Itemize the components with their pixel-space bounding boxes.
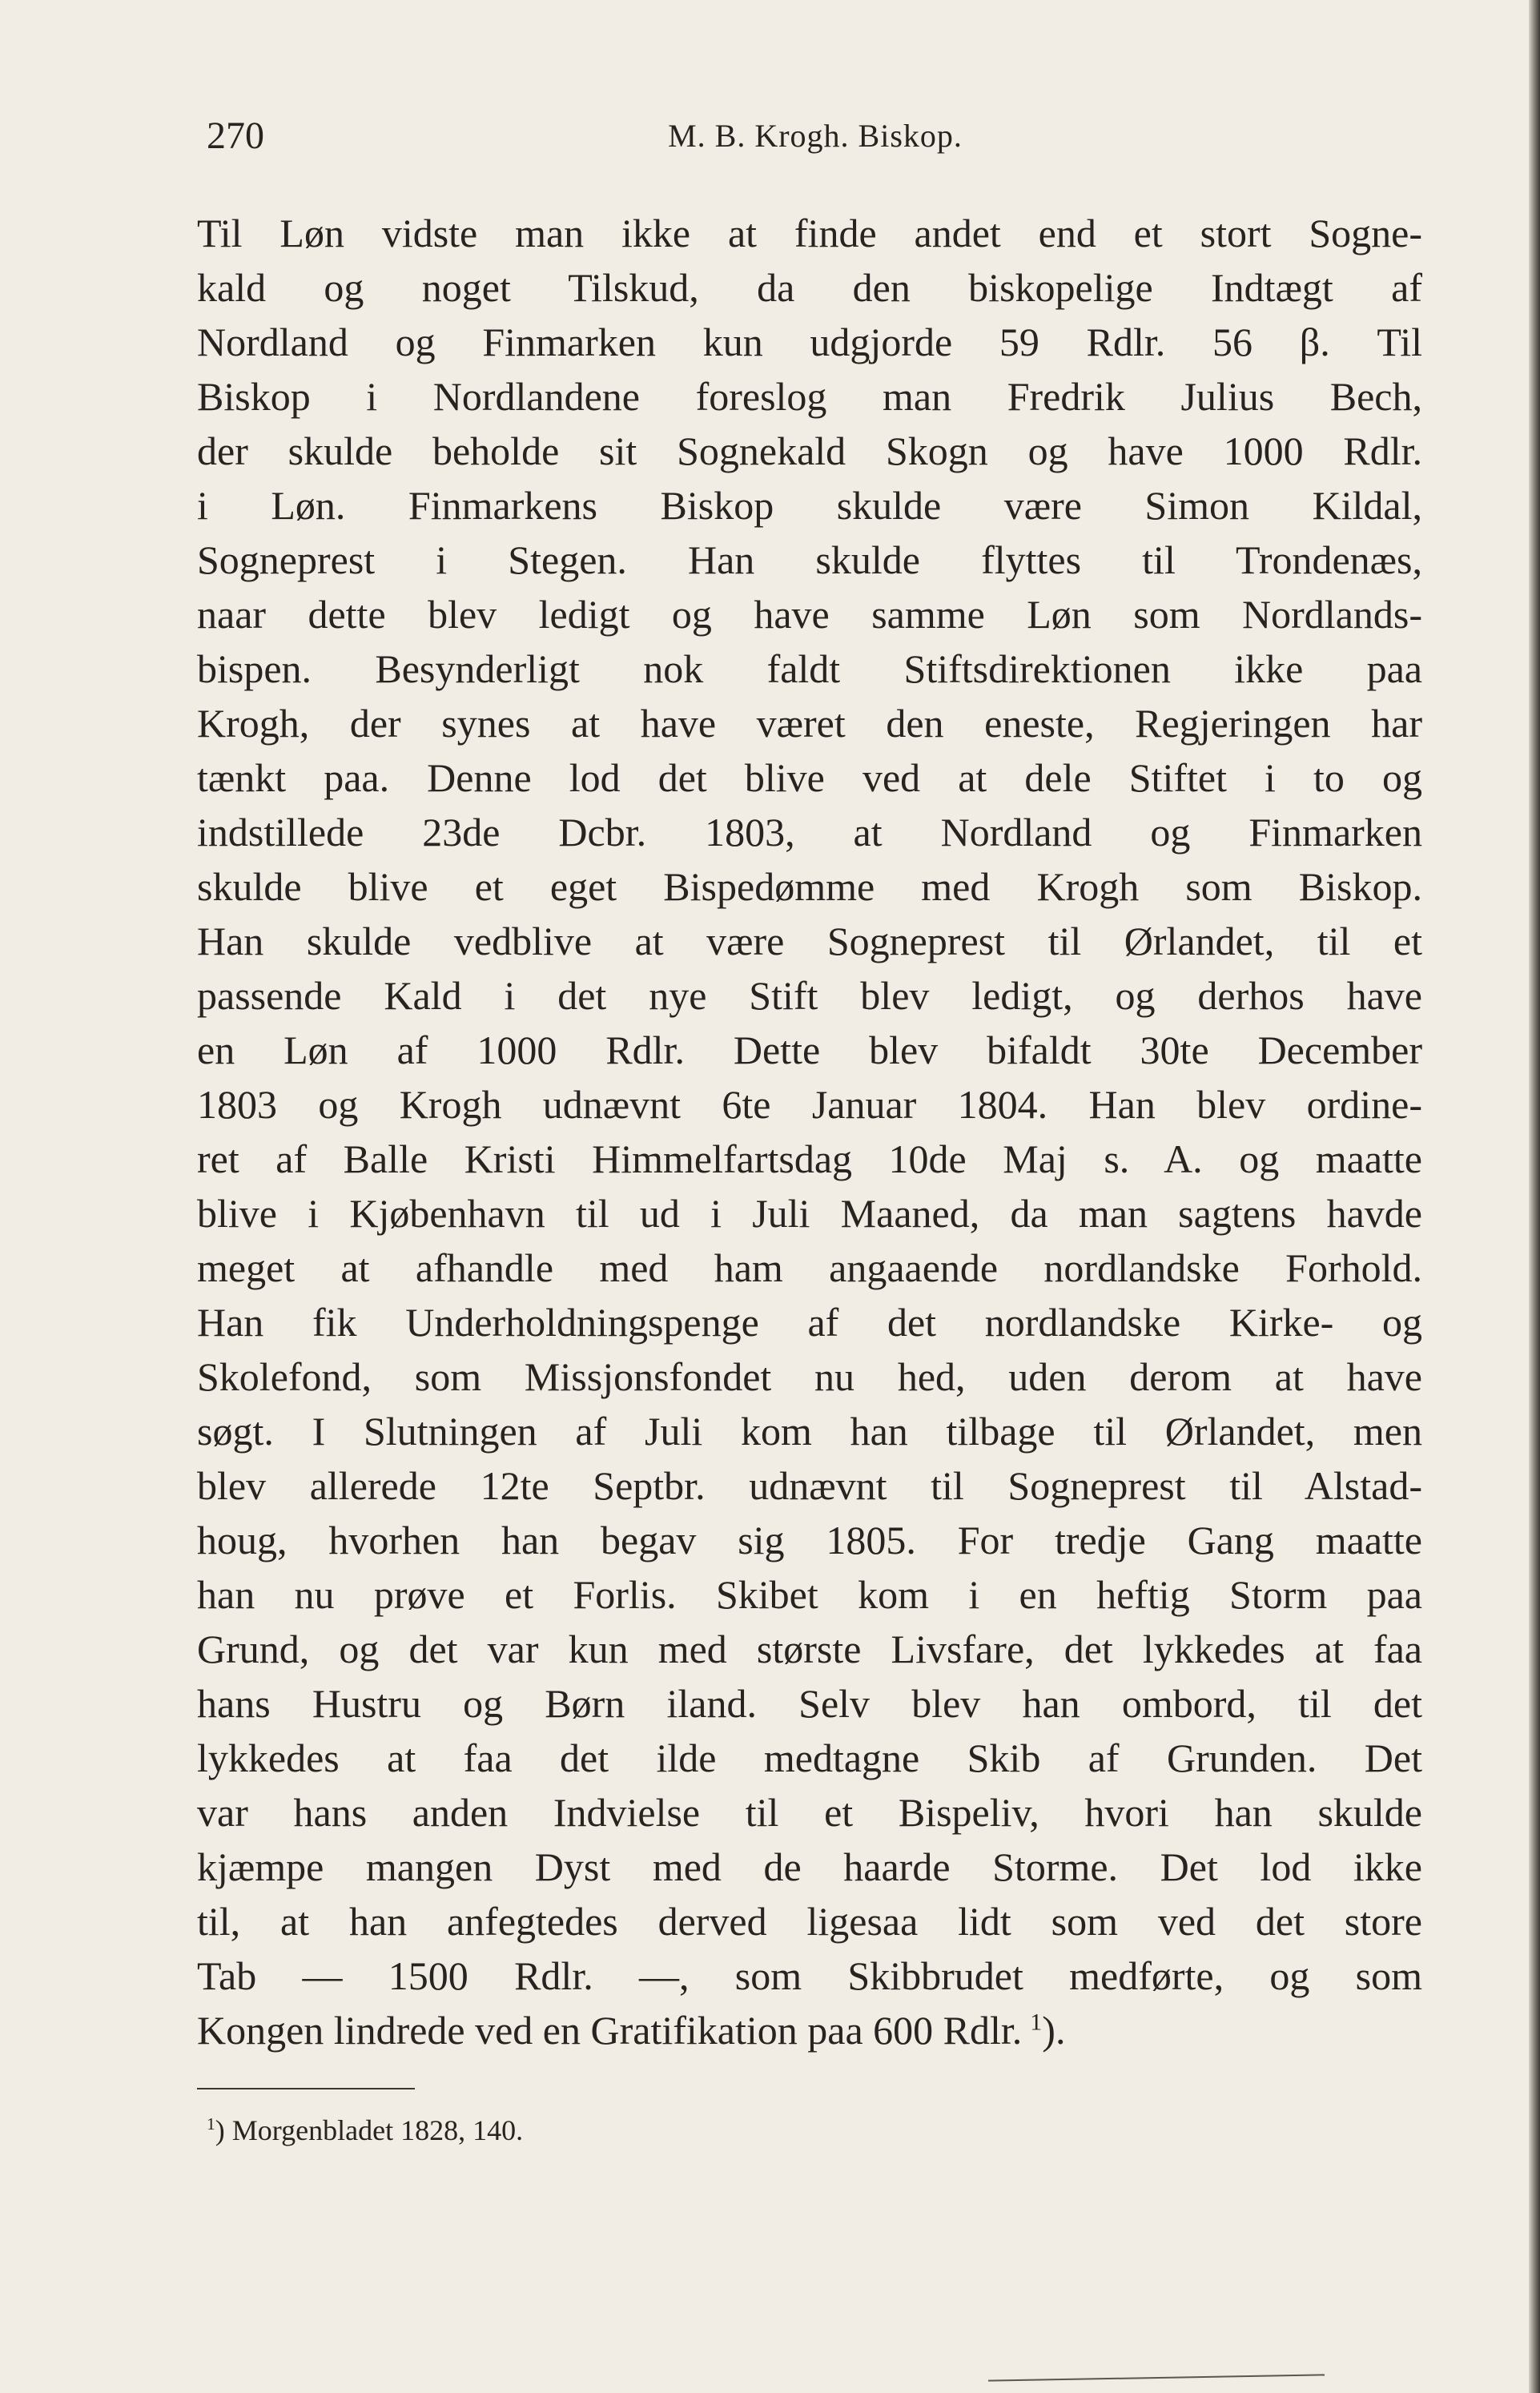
body-line: meget at afhandle med ham angaaende nordlandske Forhold. (197, 1245, 1422, 1290)
body-line: blive i Kjøbenhavn til ud i Juli Maaned, da man sagtens havde (197, 1191, 1422, 1236)
last-line-closing: ). (1042, 2008, 1066, 2053)
body-text (197, 206, 1422, 2057)
body-line: Krogh, der synes at have været den eneste, Regjeringen har (197, 701, 1422, 746)
body-line: skulde blive et eget Bispedømme med Krogh som Biskop. (197, 864, 1422, 909)
body-line: kjæmpe mangen Dyst med de haarde Storme. Det lod ikke (197, 1844, 1422, 1889)
body-line: der skulde beholde sit Sognekald Skogn og have 1000 Rdlr. (197, 428, 1422, 473)
body-line: Skolefond, som Missjonsfondet nu hed, uden derom at have (197, 1354, 1422, 1399)
body-line: Nordland og Finmarken kun udgjorde 59 Rdlr. 56 β. Til (197, 320, 1422, 364)
footnote-rule (197, 2088, 415, 2089)
last-line-text: Kongen lindrede ved en Gratifikation paa 600 Rdlr. (197, 2008, 1023, 2053)
body-line: houg, hvorhen han begav sig 1805. For tredje Gang maatte (197, 1518, 1422, 1562)
body-line: Biskop i Nordlandene foreslog man Fredrik Julius Bech, (197, 374, 1422, 419)
footnote-text: Morgenbladet 1828, 140. (224, 2114, 524, 2146)
body-line: han nu prøve et Forlis. Skibet kom i en heftig Storm paa (197, 1572, 1422, 1617)
body-line: var hans anden Indvielse til et Bispeliv, hvori han skulde (197, 1790, 1422, 1835)
body-line: til, at han anfegtedes derved ligesaa lidt som ved det store (197, 1899, 1422, 1944)
body-line: indstillede 23de Dcbr. 1803, at Nordland og Finmarken (197, 810, 1422, 855)
stray-pencil-mark (988, 2374, 1325, 2381)
footnote (207, 2110, 523, 2150)
body-line: søgt. I Slutningen af Juli kom han tilbage til Ørlandet, men (197, 1409, 1422, 1454)
page-edge-shadow (1529, 0, 1540, 2393)
footnote-marker-close: ) (215, 2114, 225, 2146)
body-line: tænkt paa. Denne lod det blive ved at dele Stiftet i to og (197, 755, 1422, 800)
body-line: Han skulde vedblive at være Sogneprest til Ørlandet, til et (197, 919, 1422, 963)
body-line: hans Hustru og Børn iland. Selv blev han ombord, til det (197, 1681, 1422, 1726)
running-head: M. B. Krogh. Biskop. (668, 118, 963, 154)
body-line: en Løn af 1000 Rdlr. Dette blev bifaldt 30te December (197, 1028, 1422, 1072)
body-line: bispen. Besynderligt nok faldt Stiftsdirektionen ikke paa (197, 646, 1422, 691)
body-line: ret af Balle Kristi Himmelfartsdag 10de Maj s. A. og maatte (197, 1136, 1422, 1181)
body-line: Tab — 1500 Rdlr. —, som Skibbrudet medførte, og som (197, 1953, 1422, 1998)
body-line: passende Kald i det nye Stift blev ledigt, og derhos have (197, 973, 1422, 1018)
body-line: kald og noget Tilskud, da den biskopelige Indtægt af (197, 265, 1422, 310)
body-line: naar dette blev ledigt og have samme Løn som Nordlands- (197, 592, 1422, 637)
body-line: i Løn. Finmarkens Biskop skulde være Simon Kildal, (197, 483, 1422, 528)
body-line-last (197, 2003, 1422, 2057)
body-line: 1803 og Krogh udnævnt 6te Januar 1804. Han blev ordine- (197, 1082, 1422, 1127)
footnote-reference: 1 (1030, 2009, 1043, 2036)
body-line: Til Løn vidste man ikke at finde andet end et stort Sogne- (197, 211, 1422, 255)
body-line: Han fik Underholdningspenge af det nordlandske Kirke- og (197, 1300, 1422, 1345)
body-line: blev allerede 12te Septbr. udnævnt til Sogneprest til Alstad- (197, 1463, 1422, 1508)
body-line: Grund, og det var kun med største Livsfare, det lykkedes at faa (197, 1627, 1422, 1671)
page-number: 270 (207, 115, 264, 157)
body-line: Sogneprest i Stegen. Han skulde flyttes til Trondenæs, (197, 537, 1422, 582)
body-line: lykkedes at faa det ilde medtagne Skib af Grunden. Det (197, 1735, 1422, 1780)
page-header (207, 112, 1424, 160)
footnote-marker: 1 (207, 2114, 215, 2134)
